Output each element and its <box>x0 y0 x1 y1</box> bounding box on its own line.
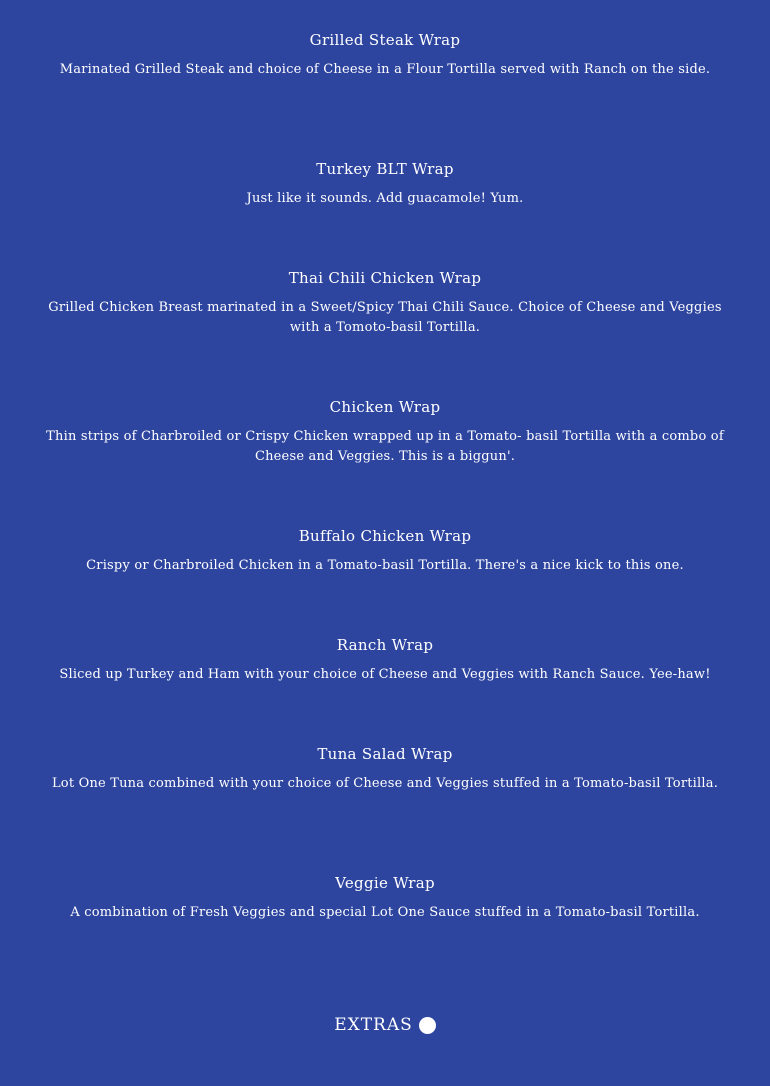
menu-item-description: Thin strips of Charbroiled or Crispy Chicken wrapped up in a Tomato- basil Tortilla with a combo of Cheese and Veggies. This is a biggun'. <box>46 429 724 464</box>
menu-item-title: Grilled Steak Wrap <box>309 31 461 49</box>
menu-item-buffalo-chicken-wrap <box>40 526 730 576</box>
menu-item-veggie-wrap <box>40 873 730 923</box>
menu-item-description: Grilled Chicken Breast marinated in a Sweet/Spicy Thai Chili Sauce. Choice of Cheese and Veggies with a Tomoto-basil Tortilla. <box>48 300 722 335</box>
menu-item-description: Just like it sounds. Add guacamole! Yum. <box>246 191 524 206</box>
menu-item-title: Ranch Wrap <box>336 636 434 654</box>
menu-item-description: Crispy or Charbroiled Chicken in a Tomato-basil Tortilla. There's a nice kick to this one. <box>86 558 684 573</box>
menu-item-description: A combination of Fresh Veggies and special Lot One Sauce stuffed in a Tomato-basil Tortilla. <box>70 905 700 920</box>
extras-label: EXTRAS <box>334 1015 413 1035</box>
extras-link[interactable] <box>334 1013 436 1037</box>
menu-item-title: Tuna Salad Wrap <box>317 745 453 763</box>
menu-item-chicken-wrap <box>40 397 730 467</box>
menu-item-title: Veggie Wrap <box>335 874 435 892</box>
menu-item-tuna-salad-wrap <box>40 744 730 794</box>
extras-section <box>0 1013 770 1037</box>
menu-item-grilled-steak-wrap <box>40 30 730 80</box>
menu-item-turkey-blt-wrap <box>40 159 730 209</box>
menu-item-thai-chili-chicken-wrap <box>40 268 730 338</box>
circle-icon <box>419 1017 436 1034</box>
menu-item-title: Chicken Wrap <box>329 398 441 416</box>
menu-item-description: Lot One Tuna combined with your choice of Cheese and Veggies stuffed in a Tomato-basil Tortilla. <box>51 776 719 791</box>
menu-item-title: Buffalo Chicken Wrap <box>298 527 472 545</box>
menu-item-description: Marinated Grilled Steak and choice of Cheese in a Flour Tortilla served with Ranch on the side. <box>59 62 711 77</box>
menu-item-ranch-wrap <box>40 635 730 685</box>
menu-item-title: Thai Chili Chicken Wrap <box>288 269 482 287</box>
menu-item-title: Turkey BLT Wrap <box>316 160 454 178</box>
menu-item-description: Sliced up Turkey and Ham with your choice of Cheese and Veggies with Ranch Sauce. Yee-haw! <box>59 667 711 682</box>
